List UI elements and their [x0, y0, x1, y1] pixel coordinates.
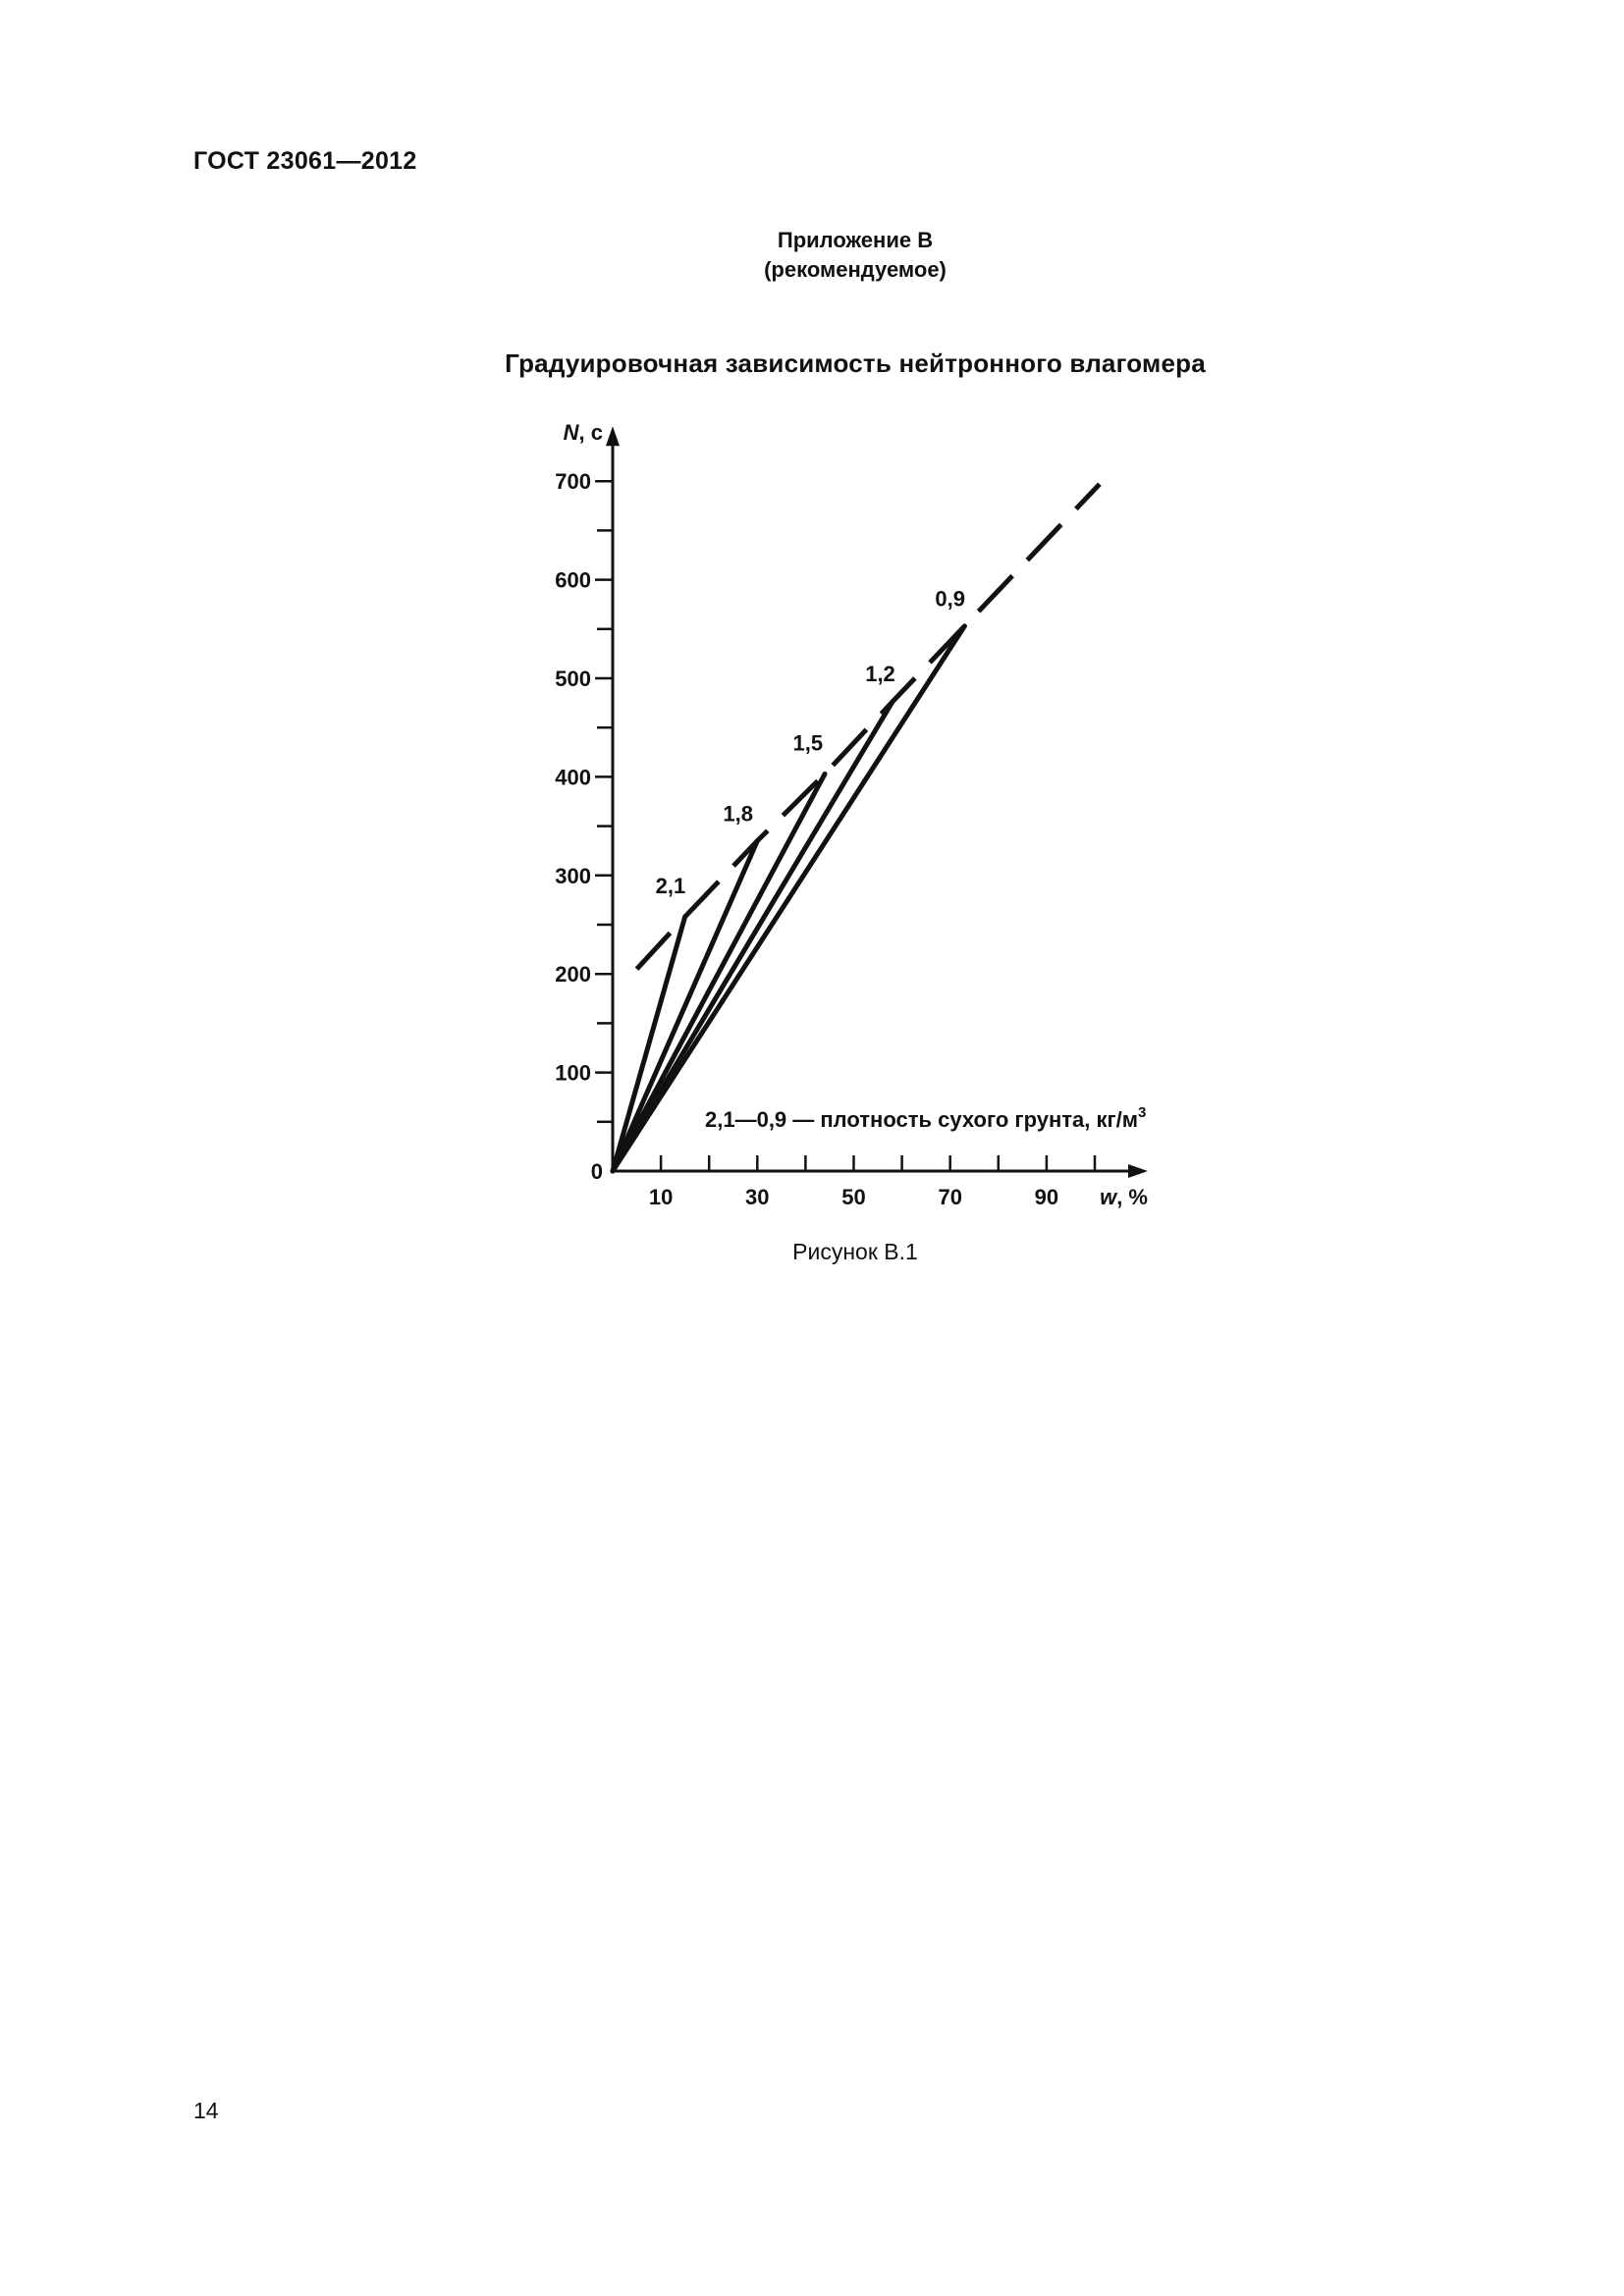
- y-tick-label: 300: [555, 863, 591, 888]
- y-tick-label: 600: [555, 567, 591, 593]
- appendix-status: (рекомендуемое): [764, 257, 947, 282]
- envelope-dashed-curve: [637, 484, 1100, 969]
- annotation-text: 2,1—0,9 — плотность сухого грунта, кг/м: [705, 1107, 1139, 1132]
- x-axis-title: w, %: [1100, 1185, 1148, 1209]
- y-axis-title: N, с: [563, 420, 603, 446]
- series-label-1-2: 1,2: [865, 662, 895, 687]
- y-tick-label: 200: [555, 962, 591, 988]
- series-line-0-9: [613, 626, 964, 1171]
- figure-caption: Рисунок В.1: [792, 1239, 918, 1264]
- density-legend-annotation: [705, 1104, 1146, 1132]
- y-tick-label: 500: [555, 667, 591, 691]
- y-axis-arrow-icon: [606, 426, 620, 446]
- annotation-superscript: 3: [1138, 1104, 1147, 1121]
- x-tick-label: 90: [1034, 1185, 1059, 1209]
- series-label-1-8: 1,8: [723, 801, 753, 827]
- figure-title: Градуировочная зависимость нейтронного влагомера: [505, 348, 1206, 378]
- envelope-polyline: [637, 484, 1100, 969]
- x-tick-label: 50: [841, 1185, 866, 1209]
- x-axis-arrow-icon: [1128, 1164, 1148, 1178]
- x-tick-label: 70: [938, 1185, 962, 1209]
- document-code: ГОСТ 23061—2012: [193, 147, 417, 175]
- density-series: [613, 626, 964, 1171]
- x-tick-label: 10: [648, 1185, 674, 1209]
- y-tick-label: 100: [555, 1060, 591, 1086]
- series-label-0-9: 0,9: [935, 586, 965, 612]
- appendix-title: Приложение В: [777, 228, 934, 252]
- x-tick-label: 30: [745, 1185, 770, 1209]
- series-label-2-1: 2,1: [655, 873, 686, 898]
- chart-labels: [555, 420, 1148, 1209]
- y-tick-label: 400: [555, 765, 591, 790]
- origin-label: 0: [590, 1159, 603, 1184]
- series-line-1-2: [613, 702, 893, 1171]
- page-number: 14: [193, 2098, 219, 2123]
- series-label-1-5: 1,5: [792, 730, 824, 756]
- y-tick-label: 700: [555, 469, 591, 495]
